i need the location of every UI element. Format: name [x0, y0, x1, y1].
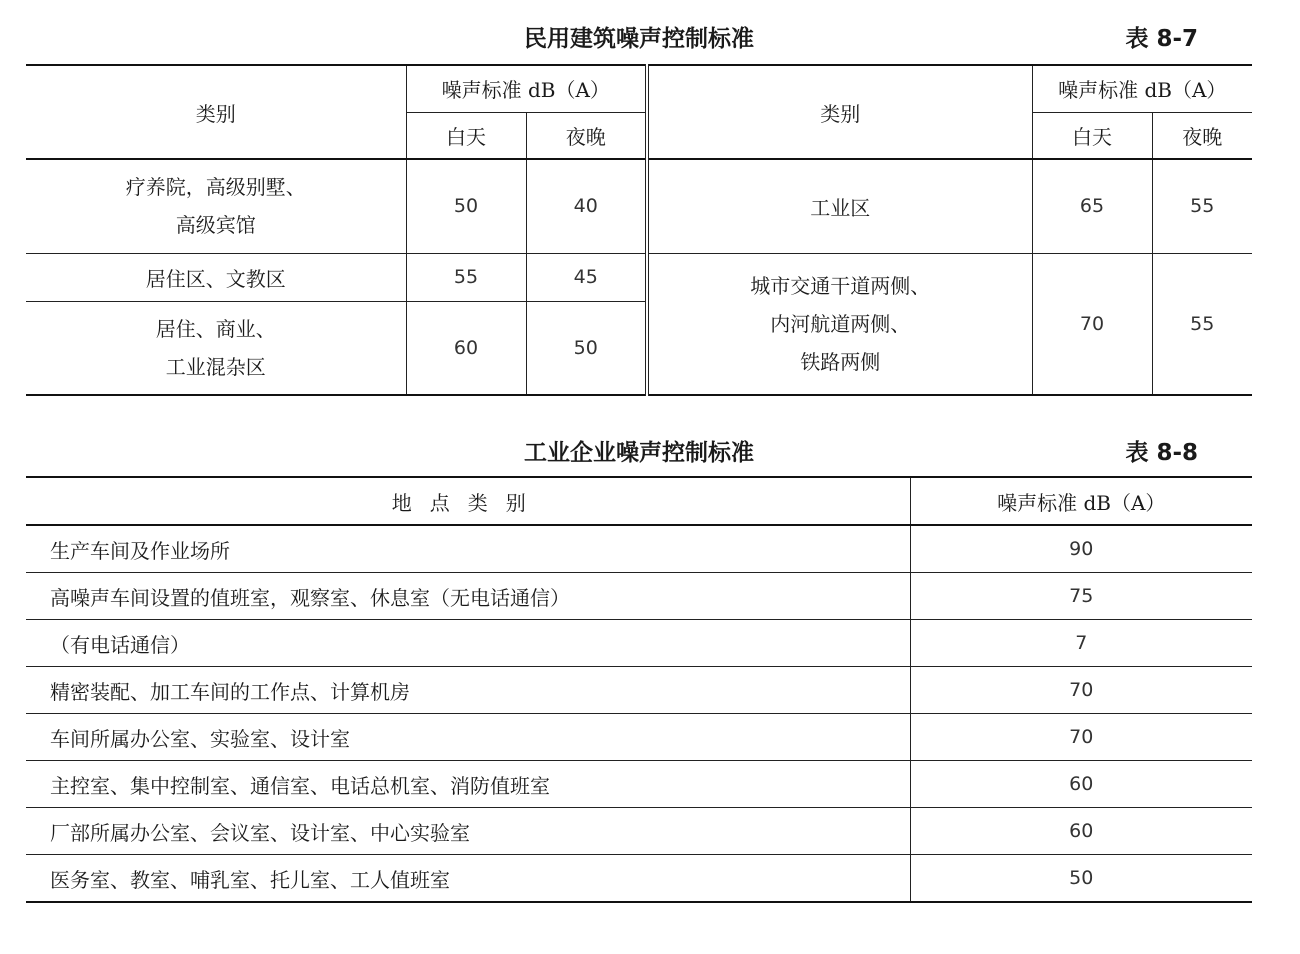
night-value: 55	[1152, 159, 1252, 253]
night-value: 45	[526, 253, 647, 301]
category-line: 工业区	[810, 195, 871, 220]
table-8-8	[26, 476, 1252, 903]
table-8-8-title: 工业企业噪声控制标准	[524, 440, 754, 466]
table-row	[26, 808, 1252, 855]
day-value: 50	[406, 159, 526, 253]
category-line: 高级宾馆	[175, 213, 256, 238]
header-day-right: 白天	[1032, 112, 1152, 159]
category-line: 铁路两侧	[800, 349, 881, 374]
category-cell	[647, 253, 1032, 395]
category-cell	[647, 159, 1032, 253]
table-row	[26, 667, 1252, 714]
category-cell	[26, 159, 406, 253]
table-row	[26, 761, 1252, 808]
standard-value: 90	[910, 525, 1252, 573]
standard-value: 60	[910, 808, 1252, 855]
category-cell	[26, 253, 406, 301]
location-cell: 精密装配、加工车间的工作点、计算机房	[26, 667, 910, 714]
header-day-left: 白天	[406, 112, 526, 159]
header-standard: 噪声标准 dB（A）	[910, 477, 1252, 525]
table-8-7-number: 表 8-7	[1125, 26, 1198, 52]
location-cell: 高噪声车间设置的值班室，观察室、休息室（无电话通信）	[26, 573, 910, 620]
category-line: 城市交通干道两侧、	[750, 273, 931, 298]
header-night-right: 夜晚	[1152, 112, 1252, 159]
table-row	[26, 855, 1252, 903]
night-value: 40	[526, 159, 647, 253]
category-cell	[26, 301, 406, 395]
table-row	[26, 714, 1252, 761]
header-standard-right: 噪声标准 dB（A）	[1032, 65, 1252, 112]
table-8-8-number: 表 8-8	[1125, 440, 1198, 466]
header-location-text: 地点类别	[391, 490, 544, 515]
day-value: 65	[1032, 159, 1152, 253]
night-value: 50	[526, 301, 647, 395]
table-8-8-caption	[26, 426, 1252, 466]
category-line: 居住区、文教区	[145, 266, 286, 291]
location-cell: 生产车间及作业场所	[26, 525, 910, 573]
header-location	[26, 477, 910, 525]
header-category-right: 类别	[647, 65, 1032, 159]
category-line: 居住、商业、	[155, 316, 276, 341]
location-cell: 医务室、教室、哺乳室、托儿室、工人值班室	[26, 855, 910, 903]
location-cell: （有电话通信）	[26, 620, 910, 667]
night-value: 55	[1152, 253, 1252, 395]
header-night-left: 夜晚	[526, 112, 647, 159]
location-cell: 厂部所属办公室、会议室、设计室、中心实验室	[26, 808, 910, 855]
table-row	[26, 573, 1252, 620]
category-line: 内河航道两侧、	[770, 311, 911, 336]
header-standard-left: 噪声标准 dB（A）	[406, 65, 647, 112]
standard-value: 7	[910, 620, 1252, 667]
standard-value: 70	[910, 667, 1252, 714]
standard-value: 75	[910, 573, 1252, 620]
standard-value: 60	[910, 761, 1252, 808]
standard-value: 70	[910, 714, 1252, 761]
location-cell: 车间所属办公室、实验室、设计室	[26, 714, 910, 761]
header-category-left: 类别	[26, 65, 406, 159]
location-cell: 主控室、集中控制室、通信室、电话总机室、消防值班室	[26, 761, 910, 808]
table-row	[26, 620, 1252, 667]
table-8-7-title: 民用建筑噪声控制标准	[524, 26, 754, 52]
category-line: 疗养院，高级别墅、	[125, 175, 306, 200]
day-value: 55	[406, 253, 526, 301]
table-row	[26, 525, 1252, 573]
category-line: 工业混杂区	[165, 354, 266, 379]
table-8-7	[26, 64, 1252, 396]
day-value: 70	[1032, 253, 1152, 395]
table-8-7-caption	[26, 12, 1252, 52]
standard-value: 50	[1069, 867, 1094, 889]
day-value: 60	[406, 301, 526, 395]
